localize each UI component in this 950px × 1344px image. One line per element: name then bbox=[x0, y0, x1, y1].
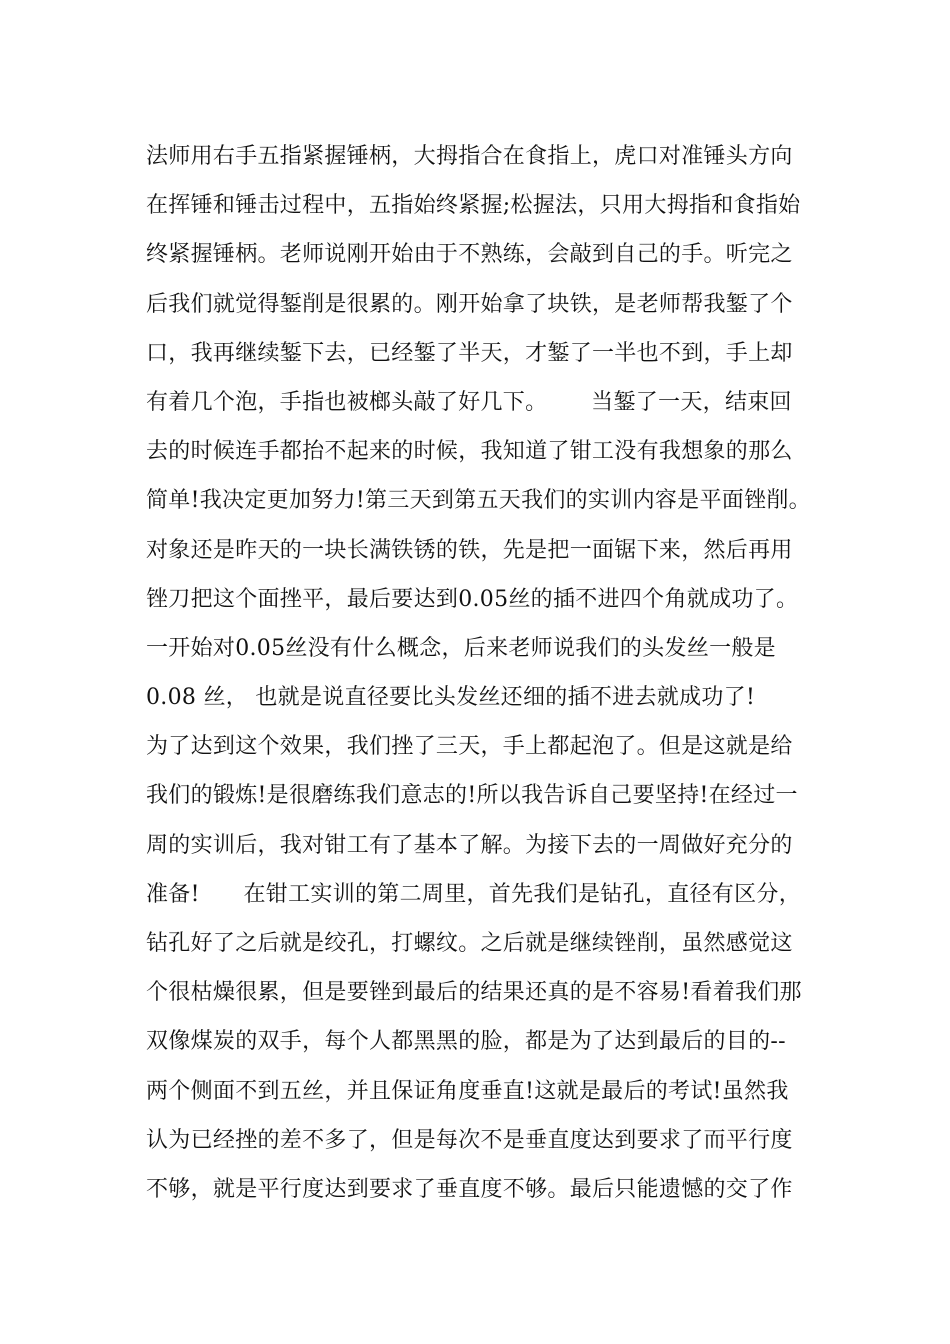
text-line: 周的实训后，我对钳工有了基本了解。为接下去的一周做好充分的 bbox=[146, 832, 793, 858]
text-line: 法师用右手五指紧握锤柄，大拇指合在食指上，虎口对准锤头方向 bbox=[146, 144, 793, 169]
text-line: 后我们就觉得錾削是很累的。刚开始拿了块铁，是老师帮我錾了个 bbox=[146, 291, 793, 317]
text-line: 两个侧面不到五丝，并且保证角度垂直!这就是最后的考试!虽然我 bbox=[146, 1078, 789, 1104]
text-line: 对象还是昨天的一块长满铁锈的铁，先是把一面锯下来，然后再用 bbox=[146, 537, 793, 563]
text-line: 在挥锤和锤击过程中，五指始终紧握;松握法，只用大拇指和食指始 bbox=[146, 193, 801, 219]
text-line: 有着几个泡，手指也被榔头敲了好几下。 当錾了一天，结束回 bbox=[146, 389, 792, 415]
text-line: 钻孔好了之后就是绞孔，打螺纹。之后就是继续锉削，虽然感觉这 bbox=[146, 931, 793, 956]
text-line: 准备! 在钳工实训的第二周里，首先我们是钻孔，直径有区分， bbox=[146, 881, 802, 907]
text-line: 双像煤炭的双手，每个人都黑黑的脸，都是为了达到最后的目的-- bbox=[146, 1029, 786, 1055]
text-line: 我们的锻炼!是很磨练我们意志的!所以我告诉自己要坚持!在经过一 bbox=[146, 783, 798, 809]
text-line: 去的时候连手都抬不起来的时候，我知道了钳工没有我想象的那么 bbox=[146, 439, 793, 465]
text-line: 终紧握锤柄。老师说刚开始由于不熟练，会敲到自己的手。听完之 bbox=[146, 242, 793, 268]
text-line: 0.08 丝， 也就是说直径要比头发丝还细的插不进去就成功了! bbox=[146, 685, 756, 711]
text-line: 口，我再继续錾下去，已经錾了半天，才錾了一半也不到，手上却 bbox=[146, 340, 793, 366]
text-line: 锉刀把这个面挫平，最后要达到0.05丝的插不进四个角就成功了。 bbox=[146, 586, 799, 612]
text-line: 不够，就是平行度达到要求了垂直度不够。最后只能遗憾的交了作 bbox=[146, 1176, 793, 1202]
body-text bbox=[146, 132, 846, 1214]
text-line: 为了达到这个效果，我们挫了三天，手上都起泡了。但是这就是给 bbox=[146, 734, 793, 760]
text-line: 认为已经挫的差不多了，但是每次不是垂直度达到要求了而平行度 bbox=[146, 1127, 793, 1153]
text-line: 个很枯燥很累，但是要锉到最后的结果还真的是不容易!看着我们那 bbox=[146, 980, 802, 1006]
text-line: 简单!我决定更加努力!第三天到第五天我们的实训内容是平面锉削。 bbox=[146, 488, 811, 514]
text-line: 一开始对0.05丝没有什么概念，后来老师说我们的头发丝一般是 bbox=[146, 635, 776, 661]
